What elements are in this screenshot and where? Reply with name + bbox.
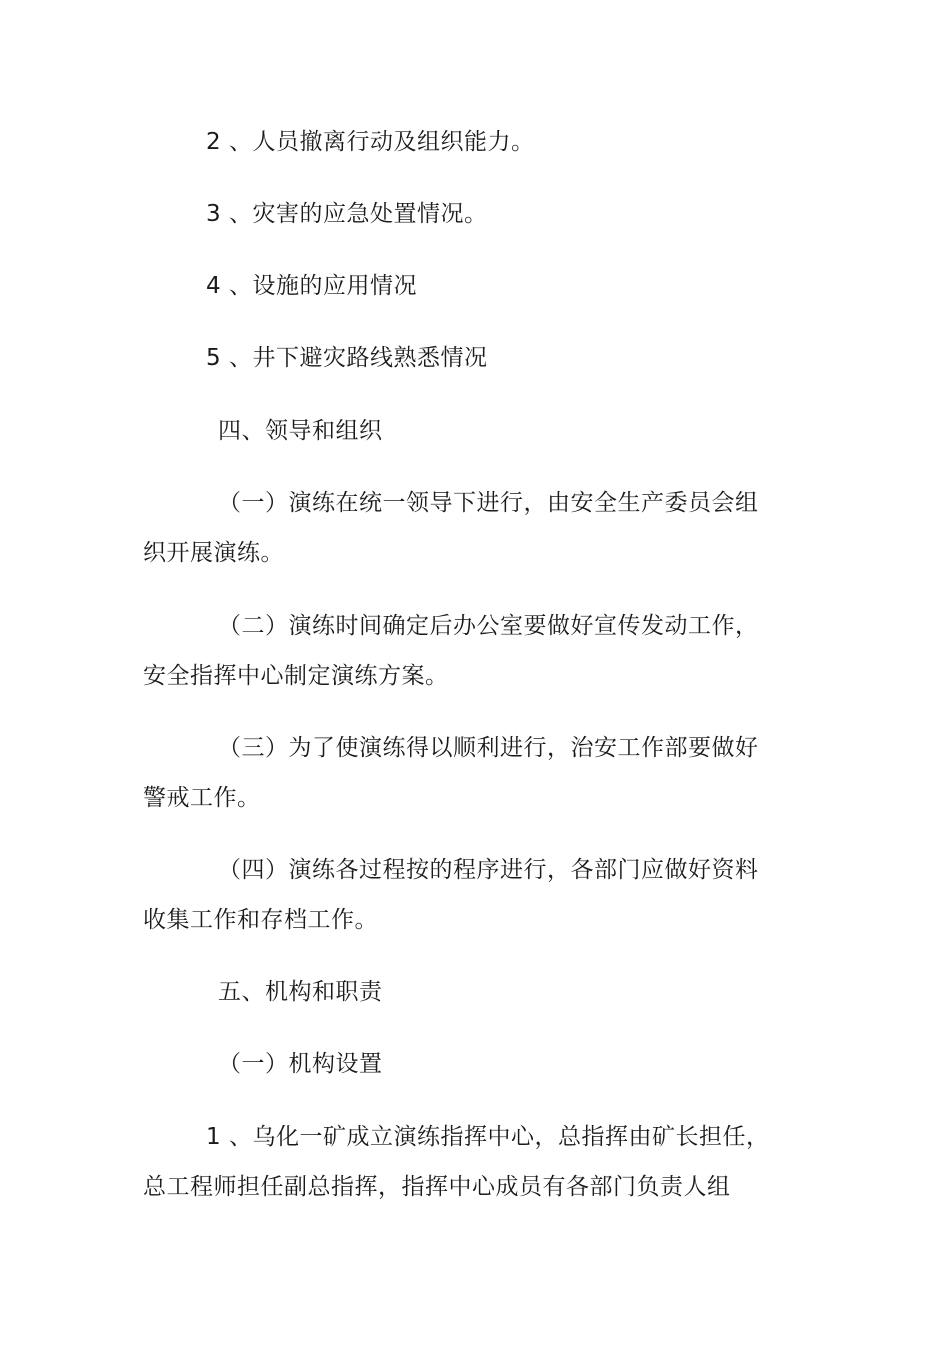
paragraph-4-line-2: 收集工作和存档工作。 [143,907,378,933]
list-item-2: 2 、人员撤离行动及组织能力。 [206,129,535,155]
paragraph-4-line-1: （四）演练各过程按的程序进行，各部门应做好资料 [218,857,759,883]
list-item-4: 4 、设施的应用情况 [206,273,417,299]
paragraph-5-line-2: 总工程师担任副总指挥，指挥中心成员有各部门负责人组 [143,1174,731,1200]
section-heading-4: 四、领导和组织 [218,418,383,444]
paragraph-3-line-1: （三）为了使演练得以顺利进行，治安工作部要做好 [218,735,759,761]
list-item-5: 5 、井下避灾路线熟悉情况 [206,345,488,371]
paragraph-2-line-1: （二）演练时间确定后办公室要做好宣传发动工作， [218,613,759,639]
section-heading-5: 五、机构和职责 [218,979,383,1005]
paragraph-5-line-1: 1 、乌化一矿成立演练指挥中心，总指挥由矿长担任， [206,1124,770,1150]
paragraph-1-line-2: 织开展演练。 [143,540,284,566]
paragraph-3-line-2: 警戒工作。 [143,785,261,811]
paragraph-2-line-2: 安全指挥中心制定演练方案。 [143,663,449,689]
list-item-3: 3 、灾害的应急处置情况。 [206,201,488,227]
subsection-heading: （一）机构设置 [218,1051,383,1077]
paragraph-1-line-1: （一）演练在统一领导下进行，由安全生产委员会组 [218,490,759,516]
